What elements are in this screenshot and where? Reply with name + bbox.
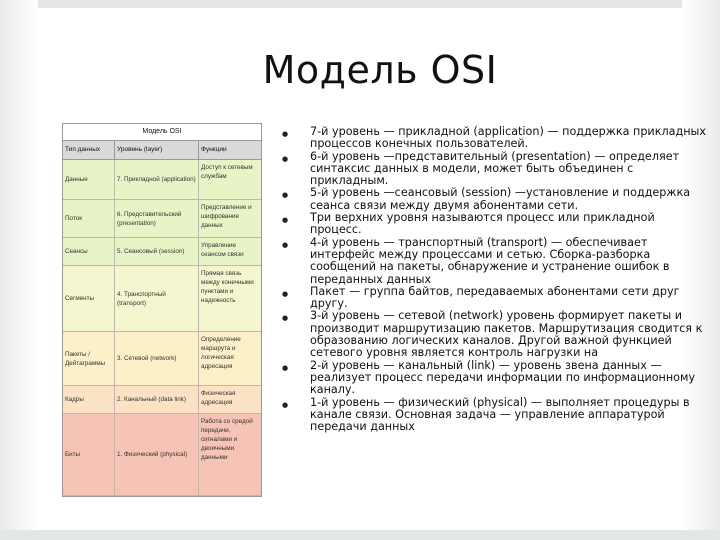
bullet-dot-icon: ● (282, 363, 289, 372)
table-row (63, 200, 261, 238)
list-item-text: 7-й уровень — прикладной (application) — поддержка прикладных процессов конечных пользователей. (310, 125, 706, 151)
bullet-list (282, 126, 707, 433)
list-item-text: 6-й уровень —представительный (presentation) — определяет синтаксис данных в модели, может быть объединен с прикладным. (310, 149, 680, 188)
list-item (282, 126, 707, 151)
cell-layer: 7. Прикладной (application) (115, 160, 199, 199)
cell-data-type: Данные (63, 160, 115, 199)
table-header (63, 140, 261, 160)
list-item (282, 187, 707, 212)
table-row (63, 160, 261, 200)
cell-function: Определение маршрута и логическая адресация (201, 336, 241, 370)
cell-data-type: Биты (63, 414, 115, 495)
bullet-dot-icon: ● (282, 240, 289, 249)
top-border (0, 0, 720, 8)
list-item (282, 286, 707, 311)
list-item-text: 1-й уровень — физический (physical) — выполняет процедуры в канале связи. Основная задача — управление аппаратурой передачи данных (310, 395, 690, 434)
bullet-dot-icon: ● (282, 314, 289, 323)
list-item-text: 3-й уровень — сетевой (network) уровень формирует пакеты и производит маршрутизацию пакетов. Маршрутизация сводится к образованию логических каналов. Другой важной функцией сетевого уровня является контроль нагрузки на (310, 309, 703, 360)
table-caption: Модель OSI (63, 124, 261, 140)
cell-layer: 5. Сеансовый (session) (115, 238, 199, 265)
cell-function: Управление сеансом связи (201, 242, 244, 258)
list-item (282, 360, 707, 397)
bullet-dot-icon: ● (282, 130, 289, 138)
table-row (63, 266, 261, 332)
cell-data-type: Поток (63, 200, 115, 237)
list-item (282, 310, 707, 359)
cell-layer: 2. Канальный (data link) (115, 386, 199, 413)
list-item-text: 5-й уровень —сеансовый (session) —установление и поддержка сеанса связи между двумя абонентами сети. (310, 186, 691, 212)
cell-layer: 3. Сетевой (network) (115, 332, 199, 385)
table-row (63, 332, 261, 386)
list-item-text: 4-й уровень — транспортный (transport) — обеспечивает интерфейс между процессами и сетью. Сборка-разборка сообщений на пакеты, обнаружение и устранение ошибок в переданных данных (310, 235, 670, 286)
table-row (63, 414, 261, 496)
list-item-text: Три верхних уровня называются процесс или прикладной процесс. (310, 211, 655, 237)
cell-data-type: Кадры (63, 386, 115, 413)
cell-layer: 6. Представительский (presentation) (115, 200, 199, 237)
cell-data-type: Сеансы (63, 238, 115, 265)
cell-layer: 4. Транспортный (transport) (115, 266, 199, 331)
header-layer: Уровень (layer) (115, 141, 199, 159)
bullet-dot-icon: ● (282, 289, 289, 298)
cell-function: Работа со средой передачи, сигналами и двоичными данными (201, 418, 253, 461)
list-item-text: Пакет — группа байтов, передаваемых абонентами сети друг другу. (310, 284, 680, 311)
table-row (63, 238, 261, 266)
list-item-text: 2-й уровень — канальный (link) — уровень звена данных — реализует процесс передачи информации по информационному каналу. (310, 358, 696, 397)
cell-data-type: Пакеты / Дейтаграммы (63, 332, 115, 385)
cell-function: Доступ к сетевым службам (201, 164, 253, 180)
bottom-border (0, 530, 720, 540)
header-functions: Функции (201, 146, 227, 153)
cell-layer: 1. Физический (physical) (115, 414, 199, 495)
cell-function: Физическая адресация (201, 390, 236, 406)
cell-function: Представление и шифрование данных (201, 204, 252, 229)
bullet-dot-icon: ● (282, 400, 289, 409)
slide-title: Модель OSI (262, 48, 498, 92)
cell-function: Прямая связь между конечными пунктами и надежность (201, 270, 254, 304)
bullet-dot-icon: ● (282, 191, 289, 200)
list-item (282, 397, 707, 434)
table-body (63, 160, 261, 496)
list-item (282, 212, 707, 237)
header-data-type: Тип данных (63, 141, 115, 159)
osi-model-table (62, 123, 262, 497)
list-item (282, 237, 707, 286)
cell-data-type: Сегменты (63, 266, 115, 331)
list-item (282, 151, 707, 188)
bullet-dot-icon: ● (282, 216, 289, 225)
bullet-dot-icon: ● (282, 154, 289, 163)
table-row (63, 386, 261, 414)
